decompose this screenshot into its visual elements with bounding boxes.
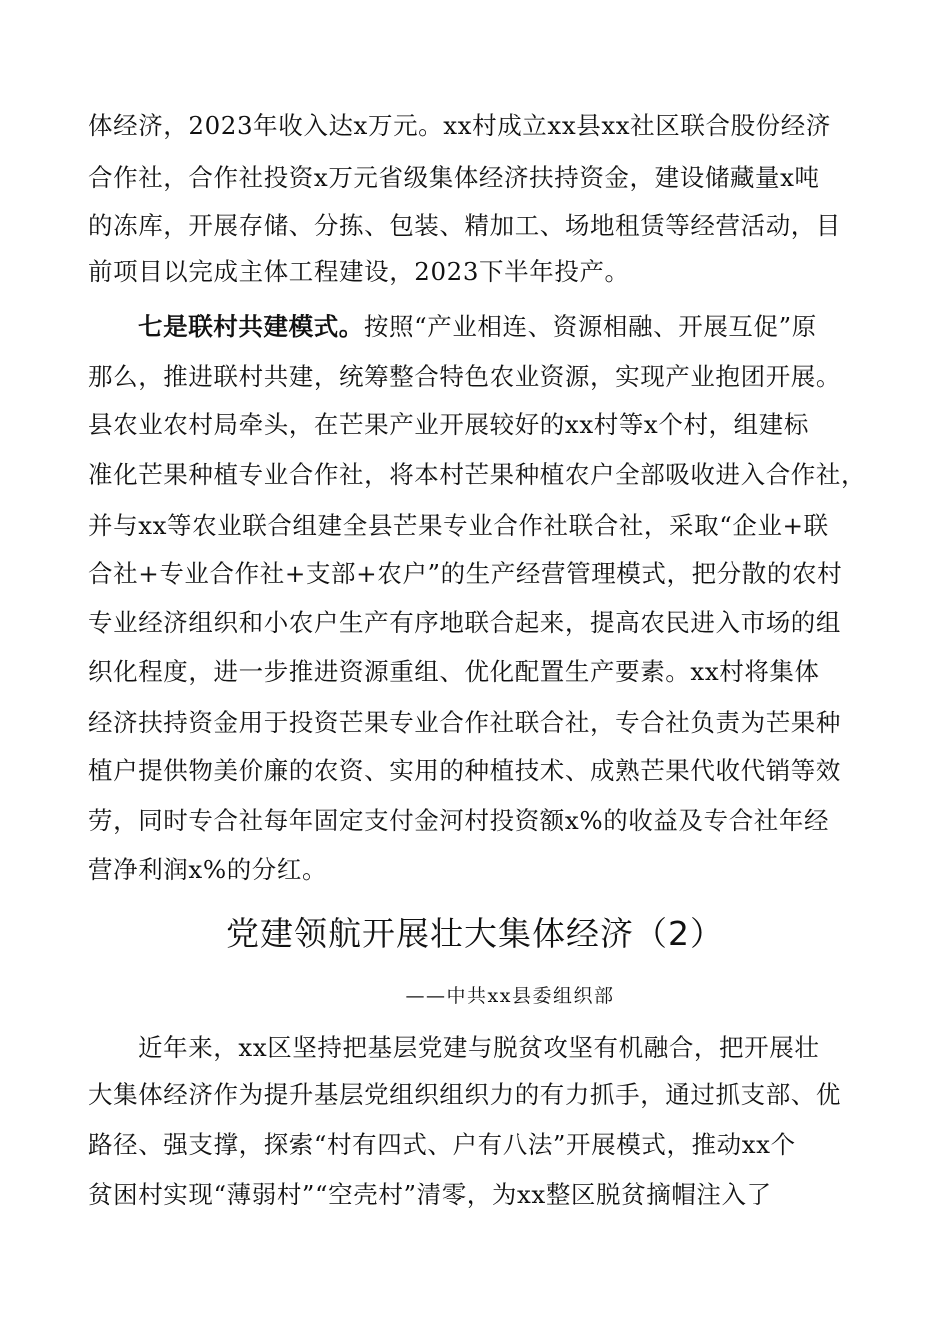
text-line: [138, 312, 817, 342]
text-line: 的冻库，开展存储、分拣、包装、精加工、场地租赁等经营活动，目: [88, 211, 841, 240]
text-line: 并与xx等农业联合组建全县芒果专业合作社联合社，采取“企业+联: [88, 511, 829, 540]
text-line: 织化程度，进一步推进资源重组、优化配置生产要素。xx村将集体: [88, 657, 820, 686]
section-subtitle-author: ——中共xx县委组织部: [405, 985, 615, 1007]
text-line: 准化芒果种植专业合作社，将本村芒果种植农户全部吸收进入合作社，: [88, 460, 867, 489]
text-line: 植户提供物美价廉的农资、实用的种植技术、成熟芒果代收代销等效: [88, 756, 841, 785]
text-line: 前项目以完成主体工程建设，2023下半年投产。: [88, 257, 630, 286]
section-title: 党建领航开展壮大集体经济（2）: [226, 914, 724, 953]
text-line: 合作社，合作社投资x万元省级集体经济扶持资金，建设储藏量x吨: [88, 163, 820, 192]
text-line: 那么，推进联村共建，统筹整合特色农业资源，实现产业抱团开展。: [88, 362, 841, 391]
text-line: 贫困村实现“薄弱村”“空壳村”清零，为xx整区脱贫摘帽注入了: [88, 1180, 772, 1209]
paragraph-lead-heading: 七是联村共建模式。: [138, 312, 364, 341]
text-line: 大集体经济作为提升基层党组织组织力的有力抓手，通过抓支部、优: [88, 1080, 841, 1109]
paragraph-first-line-text: 按照“产业相连、资源相融、开展互促”原: [363, 312, 817, 341]
text-line: 经济扶持资金用于投资芒果专业合作社联合社，专合社负责为芒果种: [88, 708, 841, 737]
text-line: 营净利润x%的分红。: [88, 855, 328, 884]
text-line: 合社+专业合作社+支部+农户”的生产经营管理模式，把分散的农村: [88, 559, 843, 588]
text-line: 专业经济组织和小农户生产有序地联合起来，提高农民进入市场的组: [88, 608, 841, 637]
text-line: 劳，同时专合社每年固定支付金河村投资额x%的收益及专合社年经: [88, 806, 830, 835]
text-line: 体经济，2023年收入达x万元。xx村成立xx县xx社区联合股份经济: [88, 111, 831, 140]
text-line: 县农业农村局牵头，在芒果产业开展较好的xx村等x个村，组建标: [88, 410, 809, 439]
text-line: 路径、强支撑，探索“村有四式、户有八法”开展模式，推动xx个: [88, 1130, 796, 1159]
text-line: 近年来，xx区坚持把基层党建与脱贫攻坚有机融合，把开展壮: [138, 1033, 820, 1062]
